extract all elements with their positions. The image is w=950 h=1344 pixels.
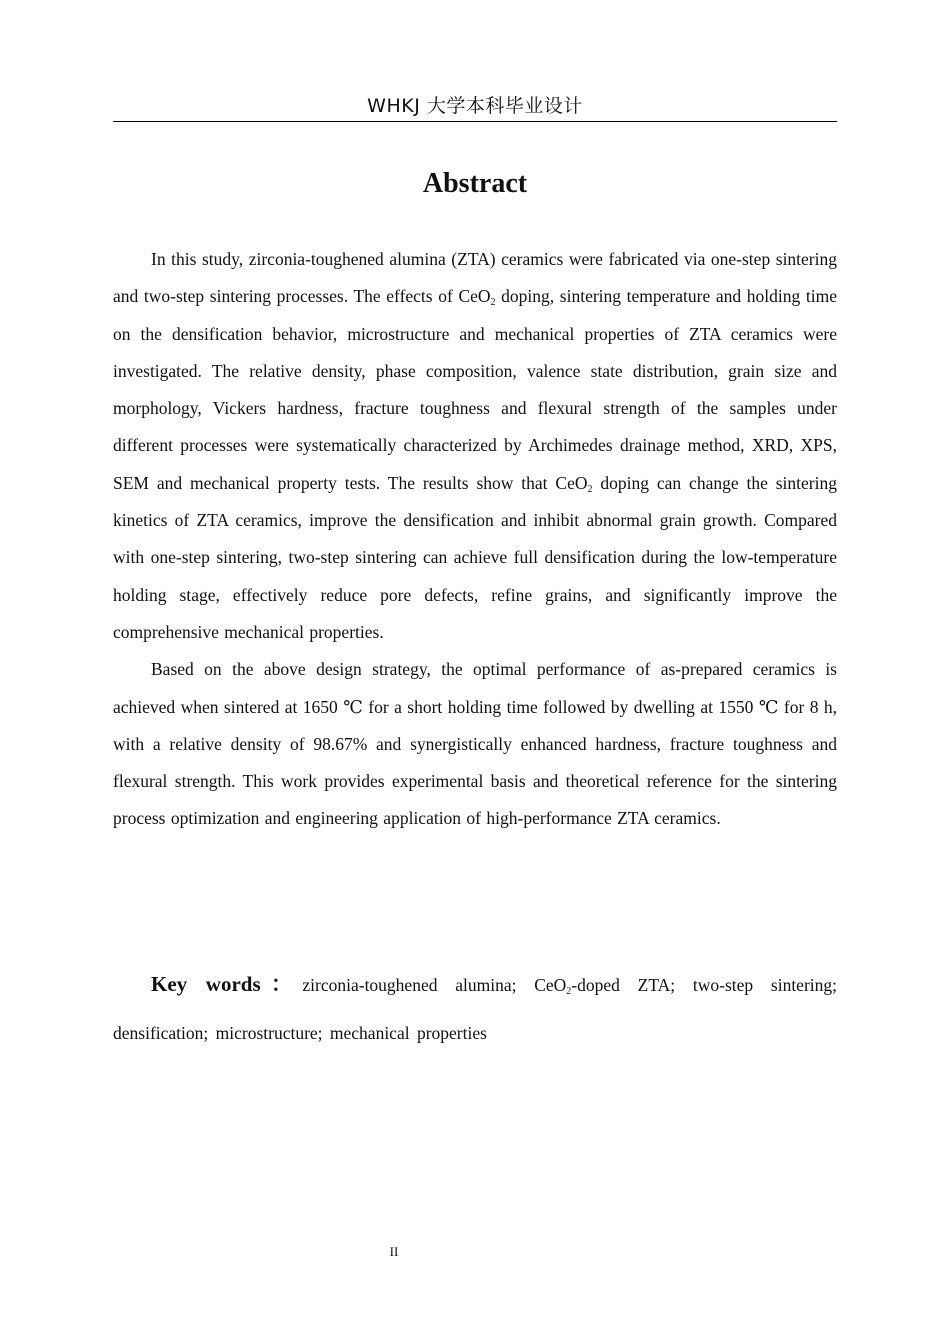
subscript-2: 2 (490, 297, 496, 309)
keywords (113, 960, 837, 1057)
abstract-p1-text-a: In this study, zirconia-toughened alumina (ZTA) ceramics were fabricated via one-step sintering and two-step sintering processes. The effects of CeO (113, 249, 837, 307)
keywords-text-b: -doped ZTA; two-step sintering; densification; microstructure; mechanical properties (113, 975, 838, 1043)
subscript-2: 2 (566, 986, 572, 997)
keywords-text-a: zirconia-toughened alumina; CeO (302, 975, 567, 995)
page-number: II (389, 1244, 399, 1259)
abstract-p1-text-c: doping can change the sintering kinetics of ZTA ceramics, improve the densification and inhibit abnormal grain growth. Compared with one-step sintering, two-step sintering can achieve full densification during the low-temperature holding stage, effectively reduce pore defects, refine grains, and significantly improve the comprehensive mechanical properties. (113, 472, 837, 642)
abstract-title: Abstract (422, 168, 528, 199)
subscript-2: 2 (587, 483, 593, 495)
abstract-body (113, 241, 837, 838)
abstract-paragraph-2: Based on the above design strategy, the optimal performance of as-prepared ceramics is achieved when sintered at 1650 ℃ for a short holding time followed by dwelling at 1550 ℃ for 8 h, with a relative density of 98.67% and synergistically enhanced hardness, fracture toughness and flexural strength. This work provides experimental basis and theoretical reference for the sintering process optimization and engineering application of high-performance ZTA ceramics. (113, 659, 837, 829)
abstract-paragraph-1 (113, 241, 837, 651)
keywords-label: Key words： (151, 972, 303, 996)
header-rule (113, 121, 837, 122)
abstract-p1-text-b: doping, sintering temperature and holding time on the densification behavior, microstructure and mechanical properties of ZTA ceramics were investigated. The relative density, phase composition, valence state distribution, grain size and morphology, Vickers hardness, fracture toughness and flexural strength of the samples under different processes were systematically characterized by Archimedes drainage method, XRD, XPS, SEM and mechanical property tests. The results show that CeO (113, 286, 837, 493)
page-header: WHKJ 大学本科毕业设计 (367, 95, 583, 117)
